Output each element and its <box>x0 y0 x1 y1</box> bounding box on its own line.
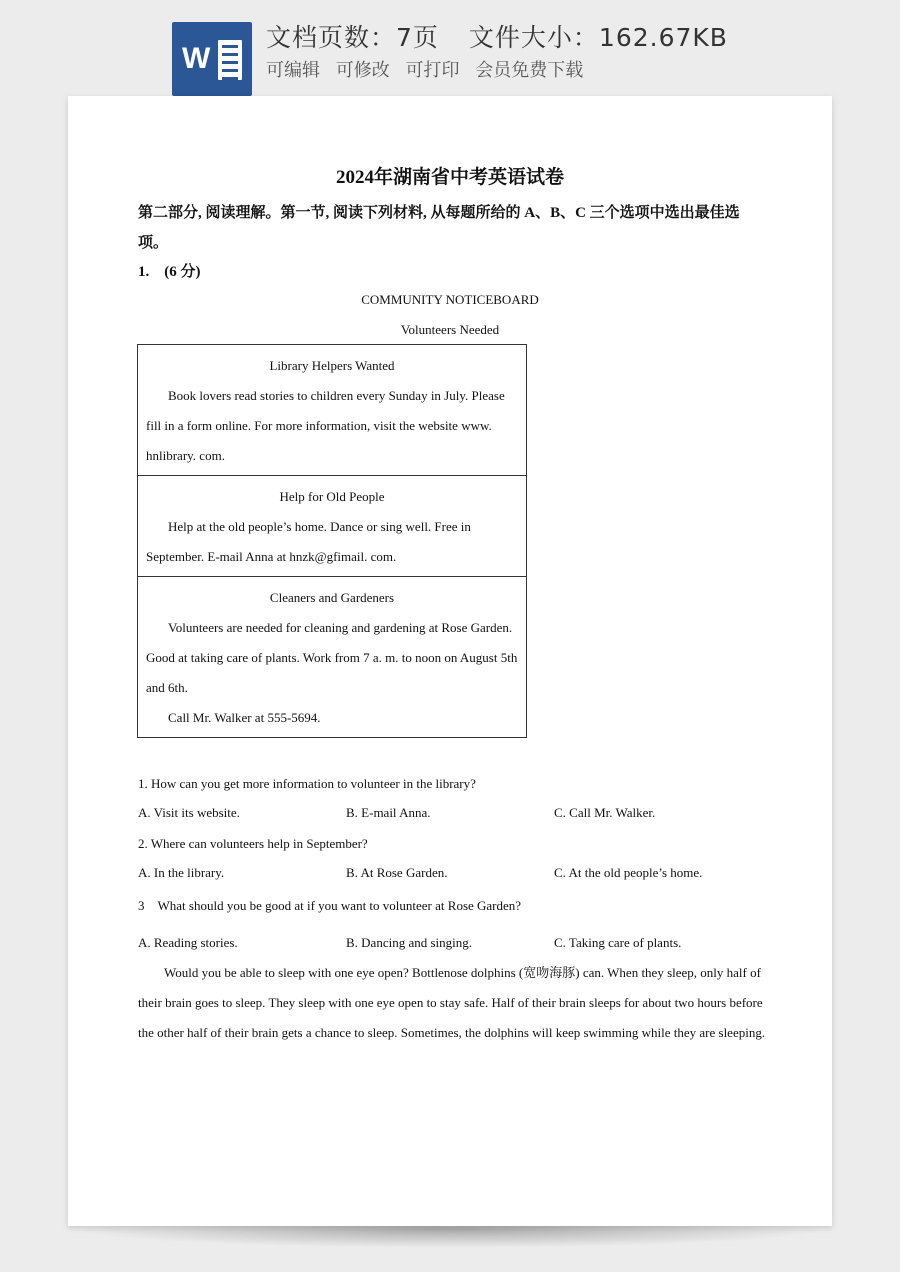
page-count: 文档页数：7页 <box>266 23 439 52</box>
option-a: A. Reading stories. <box>138 935 238 950</box>
notice-body: Volunteers are needed for cleaning and gardening at Rose Garden. Good at taking care of plants. Work from 7 a. m. to noon on August 5th and 6th. <box>146 620 518 695</box>
question-1: 1. How can you get more information to volunteer in the library? <box>138 776 476 791</box>
word-icon-letter: W <box>182 42 211 75</box>
question-number: 1. (6 分) <box>138 264 201 280</box>
file-info <box>266 18 728 54</box>
question-3: 3 What should you be good at if you want to volunteer at Rose Garden? <box>138 898 522 913</box>
notice-heading: Cleaners and Gardeners <box>269 590 395 605</box>
section-instruction: 第二部分, 阅读理解。第一节, 阅读下列材料, 从每题所给的 A、B、C 三个选项中选出最佳选项。 <box>138 205 740 251</box>
option-b: B. Dancing and singing. <box>346 935 473 950</box>
feature-modifiable: 可修改 <box>335 60 390 81</box>
option-c: C. Call Mr. Walker. <box>554 805 656 820</box>
question-2: 2. Where can volunteers help in September? <box>138 836 368 851</box>
feature-free-download: 会员免费下载 <box>475 60 584 81</box>
notice-body: Call Mr. Walker at 555-5694. <box>168 710 321 725</box>
option-c: C. At the old people’s home. <box>554 865 703 880</box>
document-lines-icon <box>218 40 242 80</box>
feature-printable: 可打印 <box>405 60 460 81</box>
option-a: A. Visit its website. <box>138 805 240 820</box>
notice-box-old-people <box>137 475 527 577</box>
notice-box-gardeners <box>137 576 527 738</box>
feature-list <box>266 56 593 82</box>
word-document-icon <box>172 22 252 96</box>
notice-subtitle: Volunteers Needed <box>400 322 500 337</box>
download-banner <box>0 0 900 96</box>
reading-passage: Would you be able to sleep with one eye open? Bottlenose dolphins (宽吻海豚) can. When they sleep, only half of their brain goes to sleep. They sleep with one eye open to stay safe. Half of their brain sleeps for about two hours before the other half of their brain gets a chance to sleep. Sometimes, the dolphins will keep swimming while they are sleeping. <box>138 965 766 1040</box>
option-b: B. At Rose Garden. <box>346 865 448 880</box>
notice-body: Help at the old people’s home. Dance or sing well. Free in September. E-mail Anna at hnzk@gfimail. com. <box>146 519 471 564</box>
notice-box-library <box>137 344 527 476</box>
notice-title: COMMUNITY NOTICEBOARD <box>361 292 539 307</box>
feature-editable: 可编辑 <box>266 60 320 81</box>
option-c: C. Taking care of plants. <box>554 935 682 950</box>
notice-body: Book lovers read stories to children every Sunday in July. Please fill in a form online. For more information, visit the website www. hnlibrary. com. <box>146 388 505 463</box>
notice-heading: Help for Old People <box>279 489 385 504</box>
option-a: A. In the library. <box>138 865 225 880</box>
document-page <box>68 96 832 1226</box>
notice-heading: Library Helpers Wanted <box>269 358 395 373</box>
file-size: 文件大小：162.67KB <box>468 23 728 52</box>
option-b: B. E-mail Anna. <box>346 805 431 820</box>
document-title: 2024年湖南省中考英语试卷 <box>335 167 564 188</box>
